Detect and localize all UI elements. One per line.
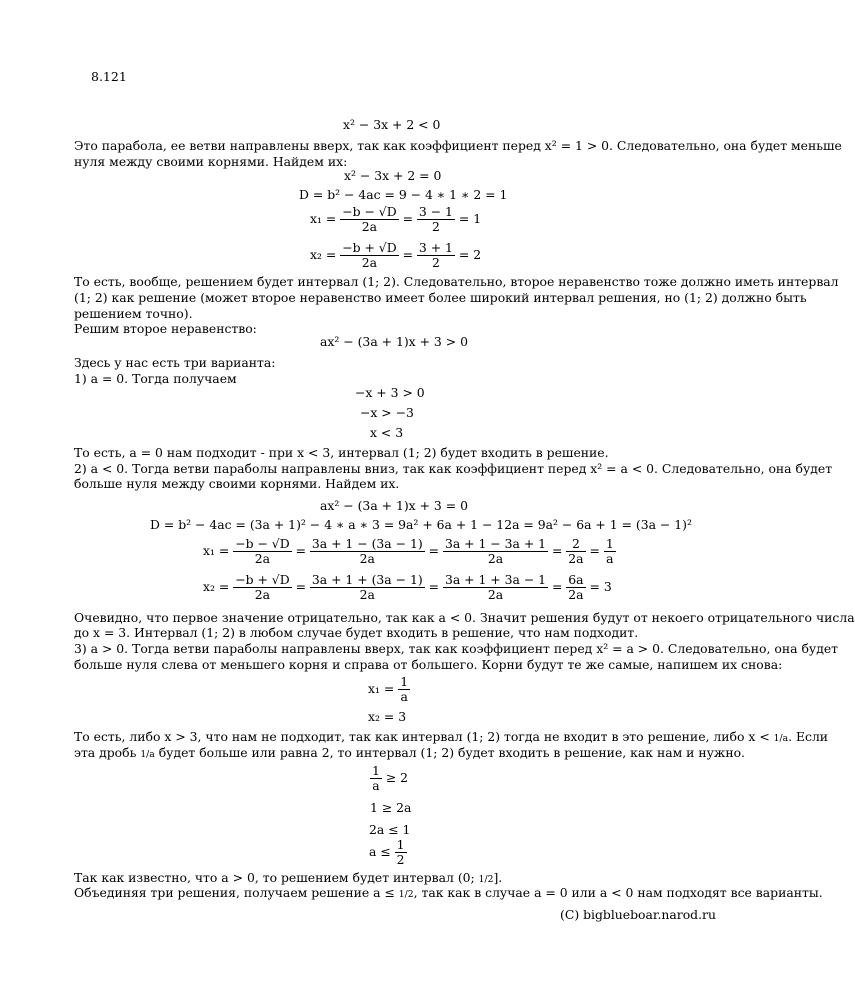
text-span: , так как в случае a = 0 или a < 0 нам подходят все варианты.	[413, 885, 823, 900]
fraction	[233, 537, 291, 566]
fraction	[233, 573, 291, 602]
denominator: 2a	[254, 587, 271, 602]
paragraph-line: нуля между своими корнями. Найдем их:	[74, 154, 348, 169]
fraction	[443, 573, 548, 602]
equation-1: x² − 3x + 2 = 0	[344, 168, 442, 183]
case3-heading: 3) a > 0. Тогда ветви параболы направлены вверх, так как коэффициент перед x² = a > 0. Следовательно, она будет	[74, 641, 839, 656]
text-span: ].	[493, 870, 503, 885]
fraction	[566, 573, 585, 602]
fraction	[566, 537, 585, 566]
case3-heading: больше нуля слева от меньшего корня и справа от большего. Корни будут те же самые, напишем их снова:	[74, 657, 783, 672]
text-span: будет больше или равна 2, то интервал (1; 2) будет входить в решение, как нам и нужно.	[158, 745, 745, 760]
text-span: То есть, либо x > 3, что нам не подходит, так как интервал (1; 2) тогда не входит в это решение, либо x <	[74, 729, 770, 744]
inline-fraction: 1/a	[140, 749, 155, 760]
denominator: 2a	[487, 551, 504, 566]
denominator: 2a	[361, 255, 378, 270]
fraction	[398, 675, 410, 704]
denominator: 2	[396, 852, 405, 867]
paragraph-line: Здесь у нас есть три варианта:	[74, 355, 276, 370]
paragraph-line: (1; 2) как решение (может второе неравенство имеет более широкий интервал решения, но (1; 2) должно быть	[74, 290, 807, 305]
x1-lhs: x₁ =	[310, 211, 337, 226]
denominator: 2a	[361, 219, 378, 234]
root-x2-formula: x₂ = $\frac{-b + √D}{2a}$ = $\frac{3 + 1}{2}$ = 2	[310, 240, 482, 270]
inline-fraction: 1/2	[478, 874, 494, 885]
numerator: 3 − 1	[418, 204, 453, 219]
x1-result: = 1	[458, 211, 482, 226]
case3-text-line	[74, 745, 745, 762]
numerator: 3a + 1 + (3a − 1)	[311, 572, 423, 587]
fraction	[417, 241, 455, 270]
case2-root-x2: x₂ = $\frac{-b + √D}{2a}$ = $\frac{3a + 1 + (3a - 1)}{2a}$ = $\frac{3a + 1 + 3a - 1}{2a}$ = $\frac{6a}{2a}$ = 3	[203, 572, 612, 602]
case3-step	[370, 764, 408, 793]
inline-fraction: 1/a	[773, 733, 789, 744]
case2-discriminant: D = b² − 4ac = (3a + 1)² − 4 ∗ a ∗ 3 = 9a² + 6a + 1 − 12a = 9a² − 6a + 1 = (3a − 1)²	[150, 517, 692, 532]
text-span: a ≤	[369, 844, 391, 859]
case1-conclusion: То есть, a = 0 нам подходит - при x < 3, интервал (1; 2) будет входить в решение.	[74, 445, 609, 460]
paragraph-line: Это парабола, ее ветви направлены вверх, так как коэффициент перед x² = 1 > 0. Следовательно, она будет меньше	[74, 138, 842, 153]
case2-equation: ax² − (3a + 1)x + 3 = 0	[320, 498, 468, 513]
x2-result: = 2	[458, 247, 482, 262]
discriminant-1: D = b² − 4ac = 9 − 4 ∗ 1 ∗ 2 = 1	[299, 187, 508, 202]
x1-lhs: x₁ =	[203, 543, 230, 558]
fraction	[340, 205, 398, 234]
case2-conclusion: до x = 3. Интервал (1; 2) в любом случае будет входить в решение, что нам подходит.	[74, 625, 639, 640]
denominator: a	[400, 689, 408, 704]
case2-conclusion: Очевидно, что первое значение отрицательно, так как a < 0. Значит решения будут от некоего отрицательного числа	[74, 610, 855, 625]
case1-heading: 1) a = 0. Тогда получаем	[74, 371, 237, 386]
numerator: 3 + 1	[418, 240, 453, 255]
numerator: 1	[400, 674, 409, 689]
case3-root-x1	[368, 675, 410, 704]
case2-heading: больше нуля между своими корнями. Найдем их.	[74, 476, 400, 491]
case3-root-x2: x₂ = 3	[368, 709, 407, 724]
numerator: 1	[372, 763, 380, 778]
case3-step	[369, 838, 407, 867]
numerator: 3a + 1 − 3a + 1	[444, 536, 547, 551]
x2-result: = 3	[589, 579, 612, 594]
numerator: −b − √D	[342, 204, 397, 219]
numerator: −b − √D	[235, 536, 290, 551]
numerator: 6a	[568, 572, 584, 587]
problem-number: 8.121	[91, 69, 127, 84]
case1-step: −x > −3	[360, 405, 414, 420]
denominator: 2a	[359, 551, 375, 566]
numerator: 3a + 1 + 3a − 1	[444, 572, 547, 587]
denominator: 2a	[568, 551, 584, 566]
fraction	[310, 537, 425, 566]
final-conclusion	[74, 885, 823, 902]
inline-fraction: 1/2	[398, 889, 414, 900]
paragraph-line: Решим второе неравенство:	[74, 321, 257, 336]
numerator: 3a + 1 − (3a − 1)	[311, 536, 423, 551]
denominator: a	[372, 778, 380, 793]
case3-step: 2a ≤ 1	[369, 822, 411, 837]
paragraph-line: То есть, вообще, решением будет интервал (1; 2). Следовательно, второе неравенство тоже должно иметь интервал	[74, 274, 839, 289]
denominator: 2a	[359, 587, 375, 602]
footer-credit: (C) bigblueboar.narod.ru	[560, 907, 716, 922]
text-span: Так как известно, что a > 0, то решением будет интервал (0;	[74, 870, 475, 885]
case2-root-x1: x₁ = $\frac{-b - √D}{2a}$ = $\frac{3a + 1 - (3a - 1)}{2a}$ = $\frac{3a + 1 - 3a + 1}{2a}$ = $\frac{2}{2a}$ = $\frac{1}{a}$	[203, 536, 614, 566]
fraction	[340, 241, 398, 270]
root-x1-formula: x₁ = $\frac{-b - √D}{2a}$ = $\frac{3 - 1}{2}$ = 1	[310, 204, 482, 234]
x1-lhs: x₁ =	[368, 681, 395, 696]
fraction	[395, 838, 407, 867]
denominator: a	[606, 551, 614, 566]
x2-lhs: x₂ =	[203, 579, 230, 594]
inequality-1: x² − 3x + 2 < 0	[343, 117, 441, 132]
numerator: −b + √D	[342, 240, 397, 255]
fraction	[417, 205, 455, 234]
paragraph-line: решением точно).	[74, 306, 193, 321]
numerator: 1	[605, 536, 614, 551]
numerator: −b + √D	[235, 572, 290, 587]
denominator: 2a	[254, 551, 271, 566]
denominator: 2a	[568, 587, 584, 602]
fraction	[443, 537, 548, 566]
fraction	[310, 573, 425, 602]
denominator: 2	[431, 255, 440, 270]
numerator: 2	[566, 537, 585, 552]
text-span: ≥ 2	[385, 770, 409, 785]
text-span: . Если	[788, 729, 829, 744]
x2-lhs: x₂ =	[310, 247, 337, 262]
case1-step: −x + 3 > 0	[355, 385, 425, 400]
case3-step: 1 ≥ 2a	[370, 800, 412, 815]
inequality-2: ax² − (3a + 1)x + 3 > 0	[320, 334, 468, 349]
text-span: Объединяя три решения, получаем решение a ≤	[74, 885, 395, 900]
fraction	[604, 537, 616, 566]
denominator: 2	[431, 219, 440, 234]
text-span: эта дробь	[74, 745, 137, 760]
case3-text-line	[74, 729, 828, 746]
case2-heading: 2) a < 0. Тогда ветви параболы направлены вниз, так как коэффициент перед x² = a < 0. Следовательно, она будет	[74, 461, 833, 476]
case1-step: x < 3	[370, 425, 404, 440]
fraction	[370, 764, 382, 793]
numerator: 1	[396, 837, 405, 852]
denominator: 2a	[487, 587, 504, 602]
